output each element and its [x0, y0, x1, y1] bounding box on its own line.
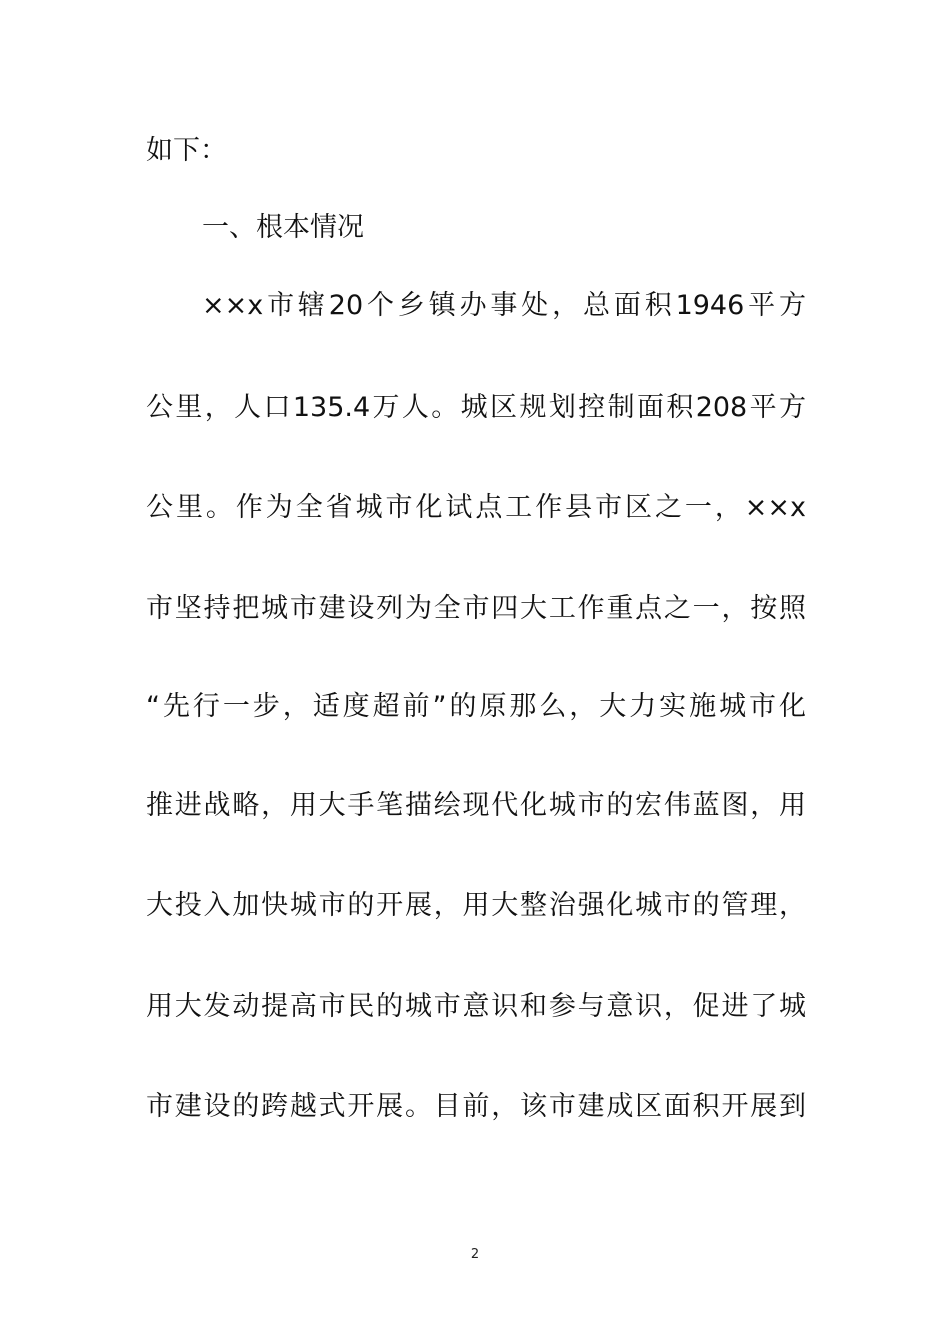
- paragraph-line-9: 市建设的跨越式开展。目前，该市建成区面积开展到: [146, 1091, 806, 1122]
- paragraph-line-8: 用大发动提高市民的城市意识和参与意识，促进了城: [146, 991, 806, 1022]
- section-heading: 一、根本情况: [202, 212, 364, 243]
- paragraph-line-6: 推进战略，用大手笔描绘现代化城市的宏伟蓝图，用: [146, 790, 806, 821]
- paragraph-line-1: ××x市辖20个乡镇办事处，总面积1946平方: [202, 290, 806, 321]
- paragraph-line-5: “先行一步，适度超前”的原那么，大力实施城市化: [146, 691, 806, 722]
- paragraph-line-7: 大投入加快城市的开展，用大整治强化城市的管理，: [146, 890, 806, 921]
- text-line-continuation: 如下：: [146, 135, 227, 166]
- paragraph-line-3: 公里。作为全省城市化试点工作县市区之一，××x: [146, 492, 806, 523]
- paragraph-line-2: 公里，人口135.4万人。城区规划控制面积208平方: [146, 392, 806, 423]
- paragraph-line-4: 市坚持把城市建设列为全市四大工作重点之一，按照: [146, 593, 806, 624]
- page-number: 2: [470, 1247, 480, 1262]
